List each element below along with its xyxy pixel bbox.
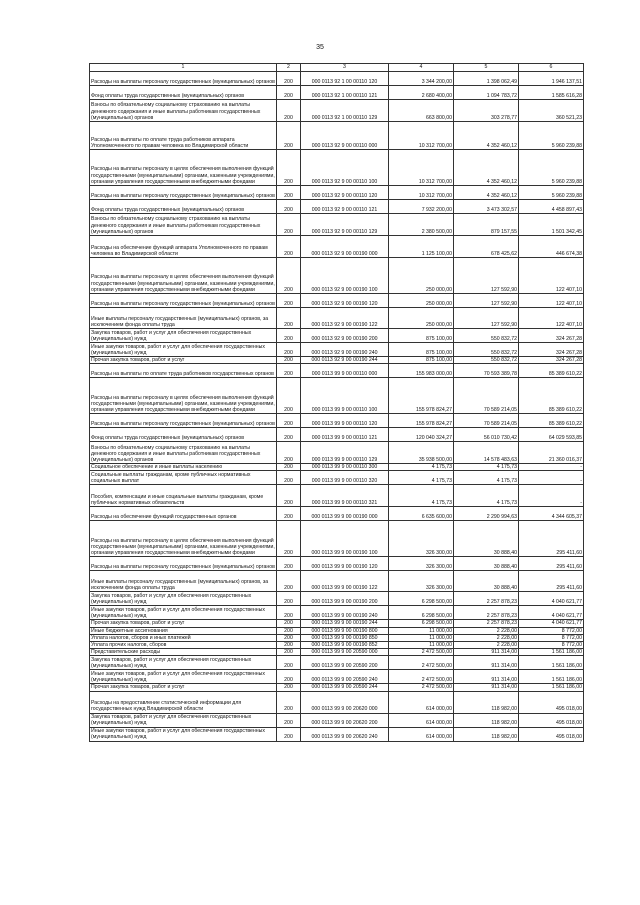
table-row bbox=[90, 378, 584, 414]
row-code-cell: 200 bbox=[277, 428, 301, 442]
row-executed-cell: 1 094 783,72 bbox=[454, 86, 519, 100]
row-kbk-cell: 000 0113 99 9 00 00110 000 bbox=[301, 364, 389, 378]
row-executed-cell: 678 425,62 bbox=[454, 236, 519, 258]
row-executed-cell: 2 257 878,23 bbox=[454, 620, 519, 627]
row-approved-cell: 2 472 500,00 bbox=[389, 656, 454, 670]
row-kbk-cell: 000 0113 99 9 00 00110 120 bbox=[301, 414, 389, 428]
row-name-cell: Фонд оплаты труда государственных (муниципальных) органов bbox=[90, 428, 277, 442]
row-code-cell: 200 bbox=[277, 294, 301, 308]
row-code-cell: 200 bbox=[277, 442, 301, 464]
row-name-cell: Взносы по обязательному социальному страхованию на выплаты денежного содержания и иные выплаты работникам государственных (муниципальных) органов bbox=[90, 214, 277, 236]
row-executed-cell: 303 278,77 bbox=[454, 100, 519, 122]
row-name-cell: Расходы на выплаты персоналу государственных (муниципальных) органов bbox=[90, 557, 277, 571]
row-executed-cell: 4 175,73 bbox=[454, 471, 519, 485]
table-row bbox=[90, 713, 584, 727]
row-unexecuted-cell: 122 407,10 bbox=[519, 258, 584, 294]
table-row bbox=[90, 592, 584, 606]
row-approved-cell: 614 000,00 bbox=[389, 691, 454, 713]
row-name-cell: Иные закупки товаров, работ и услуг для обеспечения государственных (муниципальных) нужд bbox=[90, 670, 277, 684]
table-row bbox=[90, 606, 584, 620]
row-name-cell: Фонд оплаты труда государственных (муниципальных) органов bbox=[90, 86, 277, 100]
row-code-cell: 200 bbox=[277, 592, 301, 606]
table-row bbox=[90, 691, 584, 713]
row-approved-cell: 7 932 200,00 bbox=[389, 200, 454, 214]
row-kbk-cell: 000 0113 92 9 00 00190 122 bbox=[301, 308, 389, 329]
row-unexecuted-cell: 1 561 186,00 bbox=[519, 656, 584, 670]
row-approved-cell: 10 312 700,00 bbox=[389, 150, 454, 186]
row-approved-cell: 35 938 500,00 bbox=[389, 442, 454, 464]
row-unexecuted-cell: 324 267,28 bbox=[519, 329, 584, 343]
row-unexecuted-cell: 324 267,28 bbox=[519, 343, 584, 357]
row-unexecuted-cell: 324 267,28 bbox=[519, 357, 584, 364]
row-unexecuted-cell: 4 458 897,43 bbox=[519, 200, 584, 214]
row-approved-cell: 4 175,73 bbox=[389, 464, 454, 471]
row-executed-cell: 2 228,00 bbox=[454, 627, 519, 634]
row-kbk-cell: 000 0113 92 9 00 00190 100 bbox=[301, 258, 389, 294]
table-row bbox=[90, 214, 584, 236]
row-kbk-cell: 000 0113 99 9 00 20590 200 bbox=[301, 656, 389, 670]
row-code-cell: 200 bbox=[277, 308, 301, 329]
row-name-cell: Иные выплаты персоналу государственных (муниципальных) органов, за исключением фонда оплаты труда bbox=[90, 308, 277, 329]
row-kbk-cell: 000 0113 99 9 00 20620 200 bbox=[301, 713, 389, 727]
row-kbk-cell: 000 0113 99 9 00 20590 000 bbox=[301, 649, 389, 656]
row-name-cell: Пособия, компенсации и иные социальные выплаты гражданам, кроме публичных нормативных обязательств bbox=[90, 485, 277, 507]
row-executed-cell: 2 228,00 bbox=[454, 642, 519, 649]
table-row bbox=[90, 464, 584, 471]
row-approved-cell: 875 100,00 bbox=[389, 343, 454, 357]
row-kbk-cell: 000 0113 92 1 00 00110 121 bbox=[301, 86, 389, 100]
row-name-cell: Закупка товаров, работ и услуг для обеспечения государственных (муниципальных) нужд bbox=[90, 592, 277, 606]
row-code-cell: 200 bbox=[277, 656, 301, 670]
row-executed-cell: 4 352 460,12 bbox=[454, 122, 519, 150]
row-executed-cell: 4 352 460,12 bbox=[454, 186, 519, 200]
row-kbk-cell: 000 0113 99 9 00 20620 240 bbox=[301, 727, 389, 741]
row-approved-cell: 2 472 500,00 bbox=[389, 684, 454, 691]
row-approved-cell: 155 978 824,27 bbox=[389, 378, 454, 414]
row-executed-cell: 118 982,00 bbox=[454, 691, 519, 713]
table-row bbox=[90, 684, 584, 691]
row-executed-cell: 2 290 994,63 bbox=[454, 507, 519, 521]
row-executed-cell: 2 228,00 bbox=[454, 634, 519, 641]
table-row bbox=[90, 642, 584, 649]
row-executed-cell: 911 314,00 bbox=[454, 670, 519, 684]
table-row bbox=[90, 364, 584, 378]
row-executed-cell: 2 257 878,23 bbox=[454, 606, 519, 620]
row-approved-cell: 2 472 500,00 bbox=[389, 670, 454, 684]
table-row bbox=[90, 471, 584, 485]
row-unexecuted-cell: 495 018,00 bbox=[519, 691, 584, 713]
table-row bbox=[90, 122, 584, 150]
row-name-cell: Социальные выплаты гражданам, кроме публичных нормативных социальных выплат bbox=[90, 471, 277, 485]
row-name-cell: Расходы на выплаты персоналу в целях обеспечения выполнения функций государственными (муниципальными) органами, казенными учреждениями, органами управления государственными внебюджетными фондами bbox=[90, 258, 277, 294]
row-code-cell: 200 bbox=[277, 378, 301, 414]
row-unexecuted-cell: - bbox=[519, 485, 584, 507]
row-executed-cell: 911 314,00 bbox=[454, 649, 519, 656]
row-kbk-cell: 000 0113 99 9 00 00190 200 bbox=[301, 592, 389, 606]
row-code-cell: 200 bbox=[277, 236, 301, 258]
row-approved-cell: 2 380 500,00 bbox=[389, 214, 454, 236]
table-row bbox=[90, 521, 584, 557]
row-approved-cell: 875 100,00 bbox=[389, 357, 454, 364]
row-code-cell: 200 bbox=[277, 634, 301, 641]
row-unexecuted-cell: 1 561 186,00 bbox=[519, 684, 584, 691]
row-name-cell: Иные закупки товаров, работ и услуг для обеспечения государственных (муниципальных) нужд bbox=[90, 343, 277, 357]
row-approved-cell: 250 000,00 bbox=[389, 258, 454, 294]
row-name-cell: Взносы по обязательному социальному страхованию на выплаты денежного содержания и иные выплаты работникам государственных (муниципальных) органов bbox=[90, 100, 277, 122]
row-executed-cell: 70 589 214,05 bbox=[454, 414, 519, 428]
row-approved-cell: 11 000,00 bbox=[389, 634, 454, 641]
row-kbk-cell: 000 0113 92 9 00 00190 240 bbox=[301, 343, 389, 357]
row-executed-cell: 56 010 730,42 bbox=[454, 428, 519, 442]
row-executed-cell: 4 175,73 bbox=[454, 464, 519, 471]
table-header bbox=[90, 64, 584, 72]
row-unexecuted-cell: 1 501 342,45 bbox=[519, 214, 584, 236]
row-unexecuted-cell: 21 360 016,37 bbox=[519, 442, 584, 464]
row-approved-cell: 250 000,00 bbox=[389, 294, 454, 308]
row-code-cell: 200 bbox=[277, 471, 301, 485]
row-unexecuted-cell: 85 389 610,22 bbox=[519, 414, 584, 428]
row-kbk-cell: 000 0113 99 9 00 20620 000 bbox=[301, 691, 389, 713]
row-executed-cell: 911 314,00 bbox=[454, 656, 519, 670]
row-approved-cell: 1 125 100,00 bbox=[389, 236, 454, 258]
row-kbk-cell: 000 0113 99 9 00 00110 129 bbox=[301, 442, 389, 464]
row-code-cell: 200 bbox=[277, 571, 301, 592]
row-kbk-cell: 000 0113 99 9 00 00190 852 bbox=[301, 642, 389, 649]
table-body bbox=[90, 72, 584, 742]
row-code-cell: 200 bbox=[277, 620, 301, 627]
table-row bbox=[90, 236, 584, 258]
row-unexecuted-cell: 8 772,00 bbox=[519, 642, 584, 649]
row-name-cell: Расходы на выплаты персоналу государственных (муниципальных) органов bbox=[90, 186, 277, 200]
row-code-cell: 200 bbox=[277, 364, 301, 378]
row-code-cell: 200 bbox=[277, 214, 301, 236]
row-code-cell: 200 bbox=[277, 72, 301, 86]
row-unexecuted-cell: 8 772,00 bbox=[519, 634, 584, 641]
row-approved-cell: 4 175,73 bbox=[389, 485, 454, 507]
row-name-cell: Расходы на выплаты по оплате труда работников государственных органов bbox=[90, 364, 277, 378]
row-executed-cell: 1 398 062,49 bbox=[454, 72, 519, 86]
row-executed-cell: 118 982,00 bbox=[454, 727, 519, 741]
table-row bbox=[90, 634, 584, 641]
column-header: 1 bbox=[90, 64, 277, 72]
row-approved-cell: 155 983 000,00 bbox=[389, 364, 454, 378]
row-name-cell: Иные бюджетные ассигнования bbox=[90, 627, 277, 634]
row-unexecuted-cell: 85 389 610,22 bbox=[519, 378, 584, 414]
row-name-cell: Расходы на выплаты персоналу государственных (муниципальных) органов bbox=[90, 294, 277, 308]
table-row bbox=[90, 428, 584, 442]
row-code-cell: 200 bbox=[277, 557, 301, 571]
row-unexecuted-cell: 122 407,10 bbox=[519, 294, 584, 308]
table-row bbox=[90, 442, 584, 464]
row-approved-cell: 6 298 500,00 bbox=[389, 620, 454, 627]
table-row bbox=[90, 656, 584, 670]
table-row bbox=[90, 258, 584, 294]
table-row bbox=[90, 308, 584, 329]
row-unexecuted-cell: 5 960 239,88 bbox=[519, 186, 584, 200]
row-code-cell: 200 bbox=[277, 100, 301, 122]
row-kbk-cell: 000 0113 99 9 00 00190 244 bbox=[301, 620, 389, 627]
row-approved-cell: 663 800,00 bbox=[389, 100, 454, 122]
row-kbk-cell: 000 0113 99 9 00 00190 800 bbox=[301, 627, 389, 634]
row-unexecuted-cell: 8 772,00 bbox=[519, 627, 584, 634]
row-code-cell: 200 bbox=[277, 627, 301, 634]
row-kbk-cell: 000 0113 92 9 00 00110 000 bbox=[301, 122, 389, 150]
row-name-cell: Прочая закупка товаров, работ и услуг bbox=[90, 357, 277, 364]
table-row bbox=[90, 329, 584, 343]
row-executed-cell: 911 314,00 bbox=[454, 684, 519, 691]
table-row bbox=[90, 627, 584, 634]
row-name-cell: Уплата налогов, сборов и иных платежей bbox=[90, 634, 277, 641]
row-executed-cell: 70 589 214,05 bbox=[454, 378, 519, 414]
row-unexecuted-cell: 4 040 621,77 bbox=[519, 620, 584, 627]
row-unexecuted-cell: - bbox=[519, 471, 584, 485]
row-kbk-cell: 000 0113 99 9 00 20590 240 bbox=[301, 670, 389, 684]
table-row bbox=[90, 72, 584, 86]
row-name-cell: Иные выплаты персоналу государственных (муниципальных) органов, за исключением фонда оплаты труда bbox=[90, 571, 277, 592]
row-kbk-cell: 000 0113 99 9 00 00190 122 bbox=[301, 571, 389, 592]
table-row bbox=[90, 485, 584, 507]
row-approved-cell: 6 298 500,00 bbox=[389, 592, 454, 606]
row-code-cell: 200 bbox=[277, 649, 301, 656]
row-unexecuted-cell: 295 411,60 bbox=[519, 557, 584, 571]
row-kbk-cell: 000 0113 99 9 00 00190 100 bbox=[301, 521, 389, 557]
row-approved-cell: 6 298 500,00 bbox=[389, 606, 454, 620]
column-header: 4 bbox=[389, 64, 454, 72]
table-row bbox=[90, 294, 584, 308]
table-row bbox=[90, 727, 584, 741]
row-unexecuted-cell: 4 040 621,77 bbox=[519, 592, 584, 606]
row-name-cell: Взносы по обязательному социальному страхованию на выплаты денежного содержания и иные выплаты работникам государственных (муниципальных) органов bbox=[90, 442, 277, 464]
row-approved-cell: 10 312 700,00 bbox=[389, 122, 454, 150]
row-name-cell: Закупка товаров, работ и услуг для обеспечения государственных (муниципальных) нужд bbox=[90, 713, 277, 727]
row-name-cell: Прочая закупка товаров, работ и услуг bbox=[90, 684, 277, 691]
row-unexecuted-cell: 5 960 239,88 bbox=[519, 150, 584, 186]
row-code-cell: 200 bbox=[277, 329, 301, 343]
table-row bbox=[90, 571, 584, 592]
row-executed-cell: 127 592,90 bbox=[454, 308, 519, 329]
row-name-cell: Расходы на выплаты персоналу государственных (муниципальных) органов bbox=[90, 72, 277, 86]
table-row bbox=[90, 557, 584, 571]
row-code-cell: 200 bbox=[277, 691, 301, 713]
row-code-cell: 200 bbox=[277, 200, 301, 214]
row-name-cell: Фонд оплаты труда государственных (муниципальных) органов bbox=[90, 200, 277, 214]
budget-execution-table bbox=[89, 63, 584, 742]
row-approved-cell: 250 000,00 bbox=[389, 308, 454, 329]
row-executed-cell: 2 257 878,23 bbox=[454, 592, 519, 606]
table-row bbox=[90, 86, 584, 100]
row-code-cell: 200 bbox=[277, 464, 301, 471]
row-executed-cell: 127 592,90 bbox=[454, 258, 519, 294]
row-approved-cell: 2 472 500,00 bbox=[389, 649, 454, 656]
row-executed-cell: 127 592,90 bbox=[454, 294, 519, 308]
row-kbk-cell: 000 0113 92 9 00 00190 244 bbox=[301, 357, 389, 364]
row-unexecuted-cell: 446 674,38 bbox=[519, 236, 584, 258]
row-code-cell: 200 bbox=[277, 684, 301, 691]
row-name-cell: Уплата прочих налогов, сборов bbox=[90, 642, 277, 649]
row-unexecuted-cell: 1 561 186,00 bbox=[519, 670, 584, 684]
row-executed-cell: 70 593 389,78 bbox=[454, 364, 519, 378]
row-name-cell: Представительские расходы bbox=[90, 649, 277, 656]
row-unexecuted-cell: 495 018,00 bbox=[519, 713, 584, 727]
row-name-cell: Расходы на выплаты персоналу в целях обеспечения выполнения функций государственными (муниципальными) органами, казенными учреждениями, органами управления государственными внебюджетными фондами bbox=[90, 150, 277, 186]
row-code-cell: 200 bbox=[277, 357, 301, 364]
table-row bbox=[90, 200, 584, 214]
row-name-cell: Закупка товаров, работ и услуг для обеспечения государственных (муниципальных) нужд bbox=[90, 329, 277, 343]
row-unexecuted-cell: 295 411,60 bbox=[519, 521, 584, 557]
row-approved-cell: 3 344 200,00 bbox=[389, 72, 454, 86]
row-kbk-cell: 000 0113 99 9 00 00190 000 bbox=[301, 507, 389, 521]
header-row bbox=[90, 64, 584, 72]
row-approved-cell: 326 300,00 bbox=[389, 521, 454, 557]
row-kbk-cell: 000 0113 92 9 00 00190 000 bbox=[301, 236, 389, 258]
row-name-cell: Социальное обеспечение и иные выплаты населению bbox=[90, 464, 277, 471]
row-approved-cell: 614 000,00 bbox=[389, 727, 454, 741]
row-approved-cell: 326 300,00 bbox=[389, 557, 454, 571]
row-executed-cell: 30 888,40 bbox=[454, 521, 519, 557]
row-kbk-cell: 000 0113 92 9 00 00110 100 bbox=[301, 150, 389, 186]
row-executed-cell: 118 982,00 bbox=[454, 713, 519, 727]
row-unexecuted-cell: 122 407,10 bbox=[519, 308, 584, 329]
row-unexecuted-cell: 85 389 610,22 bbox=[519, 364, 584, 378]
row-executed-cell: 550 832,72 bbox=[454, 343, 519, 357]
row-kbk-cell: 000 0113 92 1 00 00110 120 bbox=[301, 72, 389, 86]
row-approved-cell: 875 100,00 bbox=[389, 329, 454, 343]
table-row bbox=[90, 620, 584, 627]
row-executed-cell: 3 473 302,57 bbox=[454, 200, 519, 214]
table-row bbox=[90, 357, 584, 364]
row-unexecuted-cell: 1 561 186,00 bbox=[519, 649, 584, 656]
row-approved-cell: 2 680 400,00 bbox=[389, 86, 454, 100]
row-kbk-cell: 000 0113 99 9 00 00190 240 bbox=[301, 606, 389, 620]
row-unexecuted-cell: 4 040 621,77 bbox=[519, 606, 584, 620]
row-executed-cell: 550 832,72 bbox=[454, 357, 519, 364]
row-code-cell: 200 bbox=[277, 485, 301, 507]
row-name-cell: Расходы на выплаты по оплате труда работников аппарата Уполномоченного по правам человека во Владимирской области bbox=[90, 122, 277, 150]
row-name-cell: Иные закупки товаров, работ и услуг для обеспечения государственных (муниципальных) нужд bbox=[90, 606, 277, 620]
row-code-cell: 200 bbox=[277, 606, 301, 620]
page-number: 35 bbox=[316, 44, 324, 51]
row-kbk-cell: 000 0113 99 9 00 00110 320 bbox=[301, 471, 389, 485]
row-name-cell: Расходы на выплаты персоналу в целях обеспечения выполнения функций государственными (муниципальными) органами, казенными учреждениями, органами управления государственными внебюджетными фондами bbox=[90, 378, 277, 414]
row-executed-cell: 4 352 460,12 bbox=[454, 150, 519, 186]
table-row bbox=[90, 507, 584, 521]
row-name-cell: Иные закупки товаров, работ и услуг для обеспечения государственных (муниципальных) нужд bbox=[90, 727, 277, 741]
row-kbk-cell: 000 0113 92 9 00 00190 120 bbox=[301, 294, 389, 308]
row-kbk-cell: 000 0113 92 9 00 00110 120 bbox=[301, 186, 389, 200]
row-kbk-cell: 000 0113 92 9 00 00110 121 bbox=[301, 200, 389, 214]
row-code-cell: 200 bbox=[277, 122, 301, 150]
table-row bbox=[90, 343, 584, 357]
row-code-cell: 200 bbox=[277, 507, 301, 521]
row-kbk-cell: 000 0113 99 9 00 00110 321 bbox=[301, 485, 389, 507]
row-code-cell: 200 bbox=[277, 186, 301, 200]
row-code-cell: 200 bbox=[277, 343, 301, 357]
row-unexecuted-cell: 1 946 137,51 bbox=[519, 72, 584, 86]
row-kbk-cell: 000 0113 99 9 00 00190 850 bbox=[301, 634, 389, 641]
row-approved-cell: 155 978 824,27 bbox=[389, 414, 454, 428]
row-unexecuted-cell: 360 521,23 bbox=[519, 100, 584, 122]
row-code-cell: 200 bbox=[277, 86, 301, 100]
column-header: 5 bbox=[454, 64, 519, 72]
row-code-cell: 200 bbox=[277, 713, 301, 727]
row-kbk-cell: 000 0113 99 9 00 20590 244 bbox=[301, 684, 389, 691]
row-approved-cell: 326 300,00 bbox=[389, 571, 454, 592]
row-approved-cell: 6 635 600,00 bbox=[389, 507, 454, 521]
row-kbk-cell: 000 0113 99 9 00 00110 121 bbox=[301, 428, 389, 442]
row-kbk-cell: 000 0113 99 9 00 00110 100 bbox=[301, 378, 389, 414]
row-name-cell: Расходы на выплаты персоналу государственных (муниципальных) органов bbox=[90, 414, 277, 428]
row-approved-cell: 10 312 700,00 bbox=[389, 186, 454, 200]
row-executed-cell: 550 832,72 bbox=[454, 329, 519, 343]
row-code-cell: 200 bbox=[277, 258, 301, 294]
row-executed-cell: 30 888,40 bbox=[454, 557, 519, 571]
row-code-cell: 200 bbox=[277, 414, 301, 428]
table-row bbox=[90, 649, 584, 656]
column-header: 6 bbox=[519, 64, 584, 72]
row-unexecuted-cell: 64 029 593,85 bbox=[519, 428, 584, 442]
column-header: 2 bbox=[277, 64, 301, 72]
row-approved-cell: 614 000,00 bbox=[389, 713, 454, 727]
row-code-cell: 200 bbox=[277, 521, 301, 557]
row-approved-cell: 4 175,73 bbox=[389, 471, 454, 485]
row-code-cell: 200 bbox=[277, 642, 301, 649]
row-name-cell: Расходы на обеспечение функций государственных органов bbox=[90, 507, 277, 521]
row-unexecuted-cell: 1 585 616,28 bbox=[519, 86, 584, 100]
row-code-cell: 200 bbox=[277, 150, 301, 186]
row-name-cell: Расходы на предоставление статистической информации для государственных нужд Владимирской области bbox=[90, 691, 277, 713]
row-approved-cell: 11 000,00 bbox=[389, 627, 454, 634]
column-header: 3 bbox=[301, 64, 389, 72]
table-row bbox=[90, 100, 584, 122]
row-name-cell: Расходы на выплаты персоналу в целях обеспечения выполнения функций государственными (муниципальными) органами, казенными учреждениями, органами управления государственными внебюджетными фондами bbox=[90, 521, 277, 557]
row-unexecuted-cell: 5 960 239,88 bbox=[519, 122, 584, 150]
table-row bbox=[90, 670, 584, 684]
row-code-cell: 200 bbox=[277, 727, 301, 741]
row-approved-cell: 120 040 324,27 bbox=[389, 428, 454, 442]
row-kbk-cell: 000 0113 92 9 00 00110 129 bbox=[301, 214, 389, 236]
row-executed-cell: 879 157,55 bbox=[454, 214, 519, 236]
row-kbk-cell: 000 0113 99 9 00 00110 300 bbox=[301, 464, 389, 471]
row-name-cell: Закупка товаров, работ и услуг для обеспечения государственных (муниципальных) нужд bbox=[90, 656, 277, 670]
row-executed-cell: 30 888,40 bbox=[454, 571, 519, 592]
row-unexecuted-cell: - bbox=[519, 464, 584, 471]
row-unexecuted-cell: 295 411,60 bbox=[519, 571, 584, 592]
row-kbk-cell: 000 0113 92 9 00 00190 200 bbox=[301, 329, 389, 343]
row-unexecuted-cell: 4 344 605,37 bbox=[519, 507, 584, 521]
row-kbk-cell: 000 0113 99 9 00 00190 120 bbox=[301, 557, 389, 571]
row-approved-cell: 11 000,00 bbox=[389, 642, 454, 649]
row-name-cell: Расходы на обеспечение функций аппарата Уполномоченного по правам человека во Владимирской области bbox=[90, 236, 277, 258]
row-kbk-cell: 000 0113 92 1 00 00110 129 bbox=[301, 100, 389, 122]
table-row bbox=[90, 414, 584, 428]
row-unexecuted-cell: 495 018,00 bbox=[519, 727, 584, 741]
row-name-cell: Прочая закупка товаров, работ и услуг bbox=[90, 620, 277, 627]
table-row bbox=[90, 150, 584, 186]
row-executed-cell: 4 175,73 bbox=[454, 485, 519, 507]
table-row bbox=[90, 186, 584, 200]
row-executed-cell: 14 578 483,63 bbox=[454, 442, 519, 464]
row-code-cell: 200 bbox=[277, 670, 301, 684]
